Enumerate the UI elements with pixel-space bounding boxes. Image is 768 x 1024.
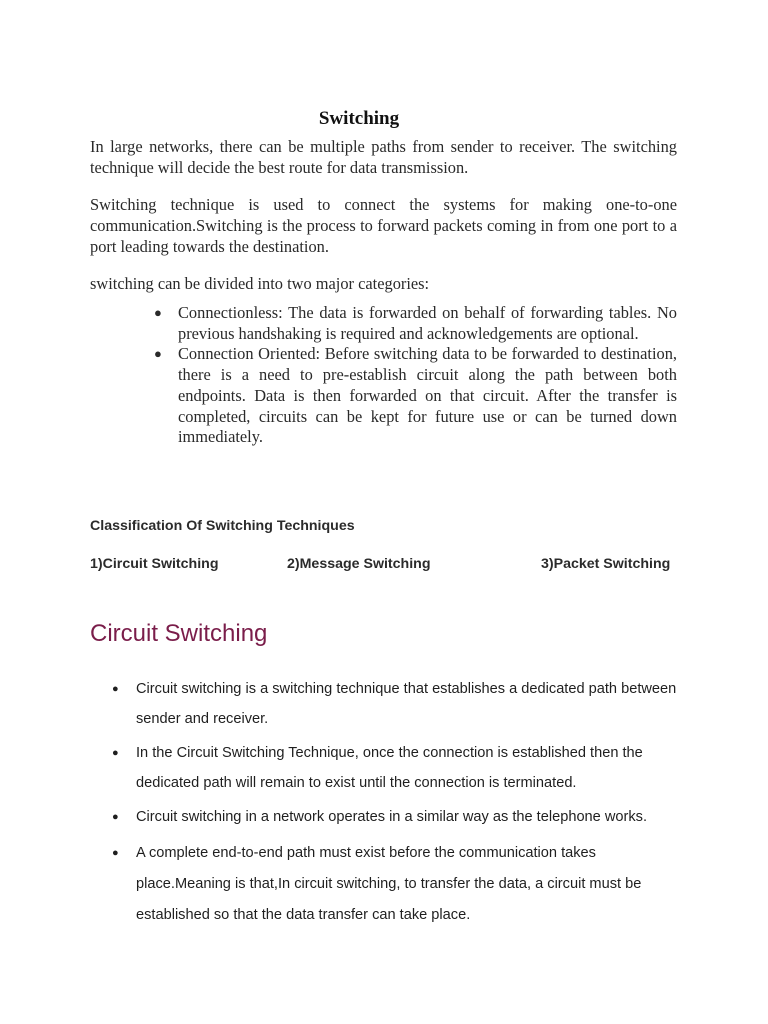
list-item: [112, 803, 692, 833]
point-text: Circuit switching in a network operates in a similar way as the telephone works.: [136, 809, 648, 825]
list-item: [112, 739, 692, 798]
category-connectionless: Connectionless: The data is forwarded on behalf of forwarding tables. No previous handshaking is required and acknowledgements are optional.: [178, 303, 677, 343]
document-title: Switching: [318, 108, 400, 129]
point-text: A complete end-to-end path must exist before the communication takes place.Meaning is that,In circuit switching, to transfer the data, a circuit must be established so that the data transfer can take place.: [136, 844, 642, 923]
classification-item-circuit: 1)Circuit Switching: [90, 556, 219, 572]
bullet-icon: ●: [112, 747, 119, 759]
bullet-icon: ●: [154, 305, 162, 320]
definition-paragraph: Switching technique is used to connect the systems for making one-to-one communication.Switching is the process to forward packets coming in from one port to a port leading towards the destination.: [90, 195, 677, 256]
bullet-icon: ●: [112, 683, 119, 695]
section-heading: Circuit Switching: [90, 620, 268, 647]
category-connection-oriented: Connection Oriented: Before switching data to be forwarded to destination, there is a need to pre-establish circuit along the path between both endpoints. Data is then forwarded on that circuit. After the transfer is completed, circuits can be kept for future use or can be turned down immediately.: [178, 344, 677, 447]
categories-intro: switching can be divided into two major categories:: [90, 274, 430, 293]
list-item: [112, 838, 692, 931]
bullet-icon: ●: [112, 811, 119, 823]
point-text: Circuit switching is a switching technique that establishes a dedicated path between sender and receiver.: [136, 681, 677, 727]
classification-item-packet: 3)Packet Switching: [541, 556, 671, 572]
intro-paragraph: In large networks, there can be multiple paths from sender to receiver. The switching technique will decide the best route for data transmission.: [90, 137, 677, 177]
list-item: [112, 675, 692, 734]
categories-list: [154, 303, 677, 448]
list-item: [154, 344, 677, 448]
bullet-icon: ●: [112, 846, 119, 859]
classification-heading: Classification Of Switching Techniques: [90, 518, 355, 534]
bullet-icon: ●: [154, 346, 162, 362]
classification-item-message: 2)Message Switching: [287, 556, 431, 572]
point-text: In the Circuit Switching Technique, once the connection is established then the dedicated path will remain to exist until the connection is terminated.: [136, 745, 643, 791]
list-item: [154, 303, 677, 344]
circuit-switching-list: [112, 675, 692, 936]
